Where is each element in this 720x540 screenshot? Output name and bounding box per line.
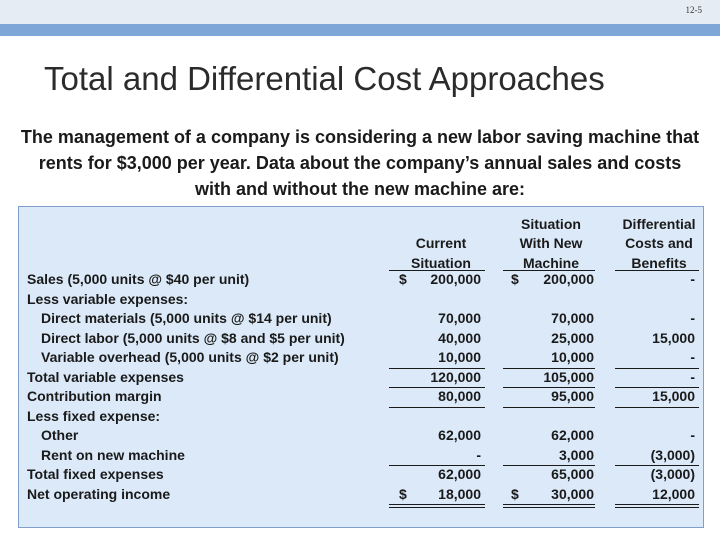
row-label: Variable overhead (5,000 units @ $2 per unit): [41, 349, 339, 365]
cell-diff: -: [690, 427, 695, 443]
cell-new: 25,000: [551, 329, 594, 346]
cell-current: 10,000: [438, 349, 481, 365]
column-header-current: Current: [415, 235, 467, 251]
slide-number: 12-5: [685, 5, 702, 15]
total-rule: [503, 407, 595, 408]
cell-diff: (3,000): [650, 466, 695, 482]
cell-diff: -: [690, 368, 695, 385]
column-header-new: Machine: [522, 254, 579, 271]
total-rule: [503, 465, 595, 466]
cell-diff: (3,000): [650, 446, 695, 463]
column-header-current: Situation: [411, 254, 471, 271]
row-label: Less variable expenses:: [27, 290, 189, 307]
slide-title: Total and Differential Cost Approaches: [44, 60, 605, 97]
total-rule: [503, 387, 595, 388]
total-rule: [389, 407, 485, 408]
top-stripe: [0, 24, 720, 36]
cell-current: 120,000: [430, 368, 481, 385]
row-label: Net operating income: [27, 485, 171, 502]
cell-current: 62,000: [438, 466, 481, 482]
total-rule: [615, 504, 699, 505]
cell-diff: 15,000: [652, 329, 695, 346]
column-header-diff: Differential: [622, 215, 696, 232]
column-header-diff: Costs and: [625, 235, 693, 251]
row-label: Rent on new machine: [41, 446, 185, 463]
dollar-sign: $: [511, 485, 519, 502]
cell-diff: 15,000: [652, 388, 695, 404]
top-bar: [0, 0, 720, 24]
column-header-diff: Benefits: [631, 254, 687, 271]
cell-diff: -: [690, 310, 695, 326]
row-label: Sales (5,000 units @ $40 per unit): [27, 271, 250, 287]
cell-current: 40,000: [438, 329, 481, 346]
cell-diff: -: [690, 349, 695, 365]
total-rule: [389, 387, 485, 388]
column-header-new: Situation: [521, 215, 581, 232]
cell-new: 10,000: [551, 349, 594, 365]
cell-new: 200,000: [543, 271, 594, 287]
cell-current: 18,000: [438, 485, 481, 502]
total-rule: [615, 387, 699, 388]
cell-new: 95,000: [551, 388, 594, 404]
dollar-sign: $: [511, 271, 519, 287]
cell-new: 105,000: [543, 368, 594, 385]
subtotal-rule: [389, 368, 485, 369]
subtotal-rule: [503, 368, 595, 369]
cell-current: 200,000: [430, 271, 481, 287]
total-rule: [615, 407, 699, 408]
row-label: Other: [41, 427, 79, 443]
total-rule-double: [389, 507, 485, 508]
cost-table: [19, 207, 703, 527]
cost-table-panel: [18, 206, 704, 528]
row-label: Direct materials (5,000 units @ $14 per unit): [41, 310, 332, 326]
cell-new: 62,000: [551, 427, 594, 443]
dollar-sign: $: [399, 271, 407, 287]
column-header-new: With New: [519, 235, 583, 251]
row-label: Less fixed expense:: [27, 407, 161, 424]
cell-current: 62,000: [438, 427, 481, 443]
total-rule: [389, 465, 485, 466]
row-label: Direct labor (5,000 units @ $8 and $5 per unit): [41, 329, 345, 346]
subtotal-rule: [615, 368, 699, 369]
total-rule: [615, 465, 699, 466]
total-rule-double: [615, 507, 699, 508]
cell-new: 70,000: [551, 310, 594, 326]
cell-new: 30,000: [551, 485, 594, 502]
total-rule-double: [503, 507, 595, 508]
total-rule: [389, 504, 485, 505]
cell-diff: 12,000: [652, 485, 695, 502]
cell-current: -: [476, 446, 481, 463]
cell-new: 3,000: [558, 446, 594, 463]
dollar-sign: $: [399, 485, 407, 502]
row-label: Total fixed expenses: [27, 466, 164, 482]
row-label: Total variable expenses: [27, 368, 184, 385]
cell-current: 70,000: [438, 310, 481, 326]
intro-text: The management of a company is considering a new labor saving machine that rents for $3,000 per year. Data about the company’s annual sales and costs with and without the new machine are:: [20, 127, 700, 199]
cell-new: 65,000: [551, 466, 594, 482]
cell-current: 80,000: [438, 388, 481, 404]
row-label: Contribution margin: [27, 388, 162, 404]
total-rule: [503, 504, 595, 505]
cell-diff: -: [690, 271, 695, 287]
